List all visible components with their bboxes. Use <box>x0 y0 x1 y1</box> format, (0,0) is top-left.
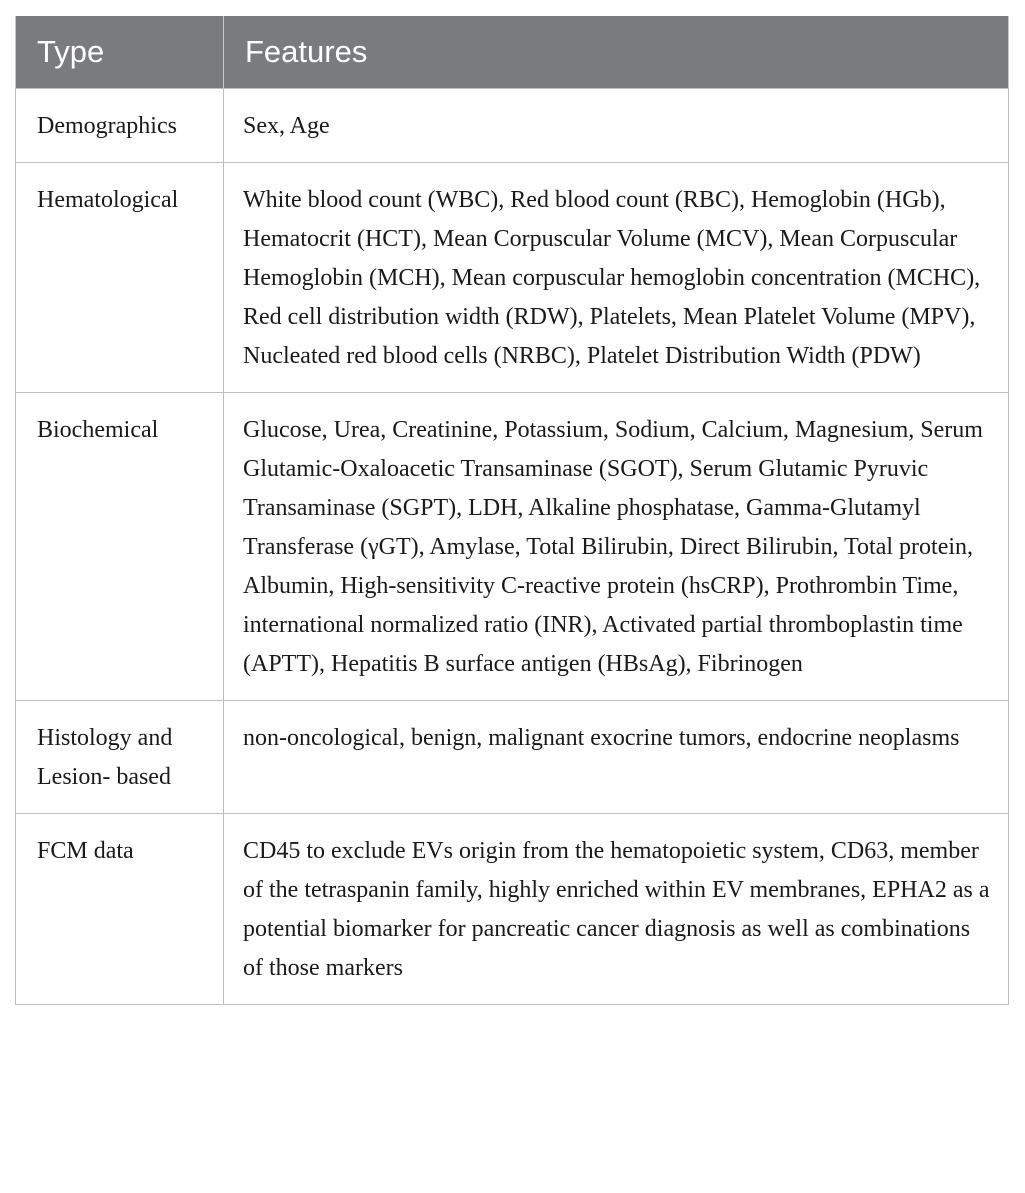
features-cell: non-oncological, benign, malignant exocrine tumors, endocrine neoplasms <box>224 701 1009 814</box>
features-table-container <box>15 16 1008 1005</box>
features-cell: CD45 to exclude EVs origin from the hematopoietic system, CD63, member of the tetraspanin family, highly enriched within EV membranes, EPHA2 as a potential biomarker for pancreatic cancer diagnosis as well as combinations of those markers <box>224 814 1009 1005</box>
table-row <box>16 814 1009 1005</box>
features-cell: White blood count (WBC), Red blood count (RBC), Hemoglobin (HGb), Hematocrit (HCT), Mean Corpuscular Volume (MCV), Mean Corpuscular Hemoglobin (MCH), Mean corpuscular hemoglobin concentration (MCHC), Red cell distribution width (RDW), Platelets, Mean Platelet Volume (MPV), Nucleated red blood cells (NRBC), Platelet Distribution Width (PDW) <box>224 163 1009 393</box>
table-body <box>16 89 1009 1005</box>
type-cell: Biochemical <box>16 393 224 701</box>
type-cell: FCM data <box>16 814 224 1005</box>
type-cell: Hematological <box>16 163 224 393</box>
table-row <box>16 163 1009 393</box>
features-cell: Sex, Age <box>224 89 1009 163</box>
features-cell: Glucose, Urea, Creatinine, Potassium, Sodium, Calcium, Magnesium, Serum Glutamic-Oxaloacetic Transaminase (SGOT), Serum Glutamic Pyruvic Transaminase (SGPT), LDH, Alkaline phosphatase, Gamma-Glutamyl Transferase (γGT), Amylase, Total Bilirubin, Direct Bilirubin, Total protein, Albumin, High-sensitivity C-reactive protein (hsCRP), Prothrombin Time, international normalized ratio (INR), Activated partial thromboplastin time (APTT), Hepatitis B surface antigen (HBsAg), Fibrinogen <box>224 393 1009 701</box>
table-row <box>16 701 1009 814</box>
table-row <box>16 89 1009 163</box>
header-row <box>16 16 1009 89</box>
features-table <box>15 16 1009 1005</box>
table-row <box>16 393 1009 701</box>
table-header <box>16 16 1009 89</box>
header-type: Type <box>16 16 224 89</box>
header-features: Features <box>224 16 1009 89</box>
type-cell: Demographics <box>16 89 224 163</box>
type-cell: Histology and Lesion- based <box>16 701 224 814</box>
